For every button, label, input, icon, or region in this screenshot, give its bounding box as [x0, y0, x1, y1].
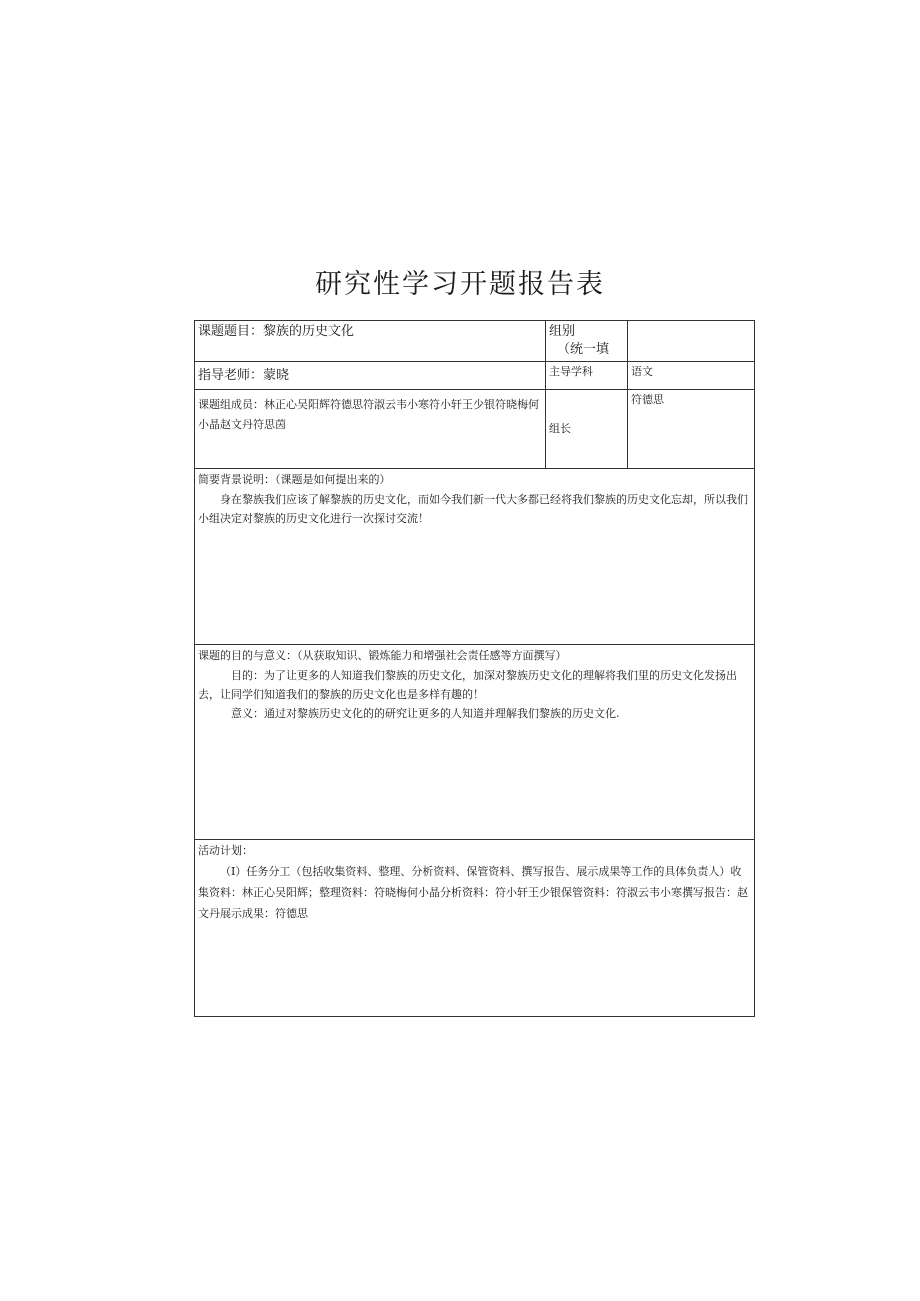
report-table — [194, 320, 755, 1017]
group-note: （统一填 — [557, 342, 610, 357]
group-value-cell — [628, 321, 755, 362]
advisor-cell — [195, 362, 546, 390]
plan-heading: 活动计划： — [198, 844, 253, 857]
members-text: 课题组成员：林正心吴阳辉符德思符淑云韦小寒符小轩王少银符晓梅何小晶赵文丹符思茵 — [198, 398, 539, 431]
plan-task: （I）任务分工（包括收集资料、整理、分析资料、保管资料、撰写报告、展示成果等工作的具体负责人）收集资料：林正心吴阳辉；整理资料：符晓梅何小晶分析资料：符小轩王少银保管资料：符淑云韦小寒撰写报告：赵文丹展示成果：符德思 — [198, 865, 748, 920]
purpose-cell — [195, 645, 755, 840]
group-label-cell — [546, 321, 628, 362]
leader-value-cell — [628, 390, 755, 469]
background-body: 身在黎族我们应该了解黎族的历史文化，而如今我们新一代大多都已经将我们黎族的历史文化忘却，所以我们小组决定对黎族的历史文化进行一次探讨交流！ — [198, 493, 748, 525]
purpose-meaning: 意义：通过对黎族历史文化的的研究让更多的人知道并理解我们黎族的历史文化. — [231, 707, 620, 720]
page-title: 研究性学习开题报告表 — [315, 269, 605, 300]
background-heading: 简要背景说明：（课题是如何提出来的） — [198, 473, 391, 486]
subject-value-cell — [628, 362, 755, 390]
purpose-heading: 课题的目的与意义：（从获取知识、锻炼能力和增强社会责任感等方面撰写） — [198, 649, 567, 662]
subject-value: 语文 — [631, 365, 653, 378]
plan-cell — [195, 840, 755, 1017]
leader-label: 组长 — [549, 422, 571, 435]
subject-label: 主导学科 — [549, 365, 593, 378]
leader-label-cell — [546, 390, 628, 469]
group-label: 组别 — [549, 324, 576, 339]
topic-text: 课题题目：黎族的历史文化 — [198, 324, 355, 339]
leader-value: 符德思 — [631, 393, 664, 406]
members-cell — [195, 390, 546, 469]
background-cell — [195, 469, 755, 645]
topic-cell — [195, 321, 546, 362]
purpose-goal: 目的：为了让更多的人知道我们黎族的历史文化，加深对黎族历史文化的理解将我们里的历史文化发扬出去，让同学们知道我们的黎族的历史文化也是多样有趣的！ — [198, 669, 737, 701]
subject-label-cell — [546, 362, 628, 390]
advisor-text: 指导老师：蒙晓 — [198, 367, 290, 383]
